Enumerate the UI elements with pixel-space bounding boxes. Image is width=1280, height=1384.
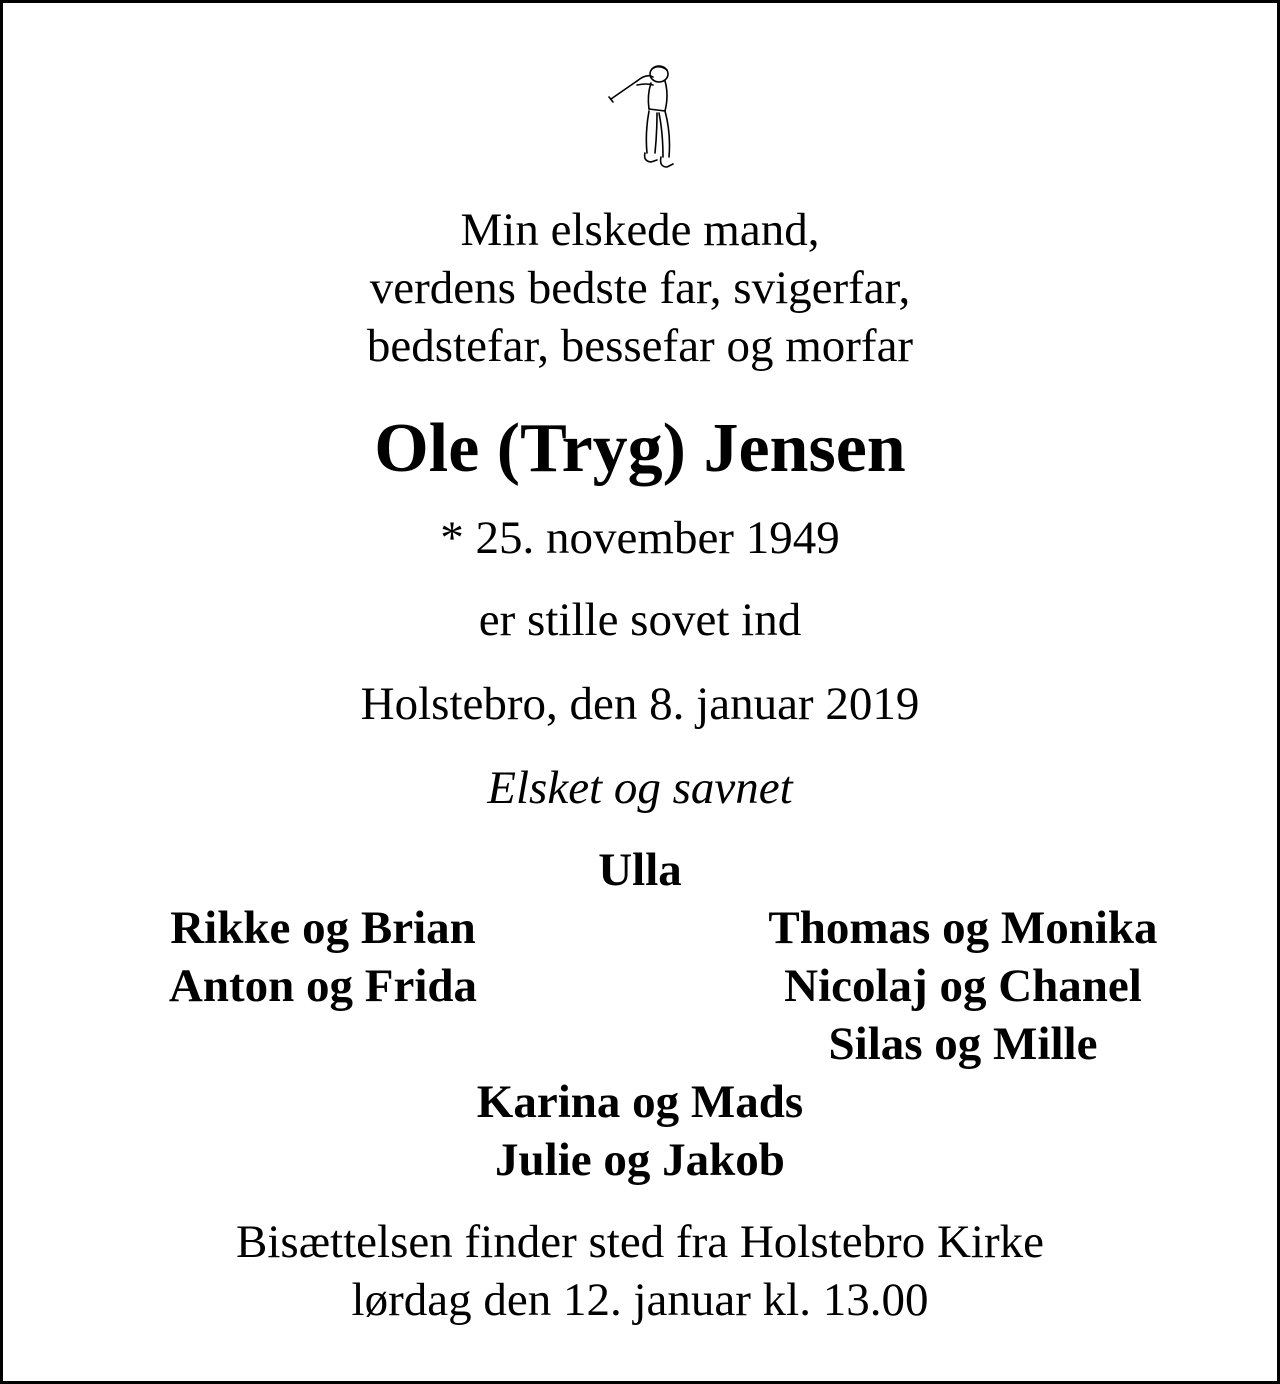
spouse-name: Ulla	[598, 844, 682, 896]
birth-date: * 25. november 1949	[440, 512, 840, 564]
funeral-info	[3, 1213, 1277, 1329]
passed-text: er stille sovet ind	[478, 594, 802, 646]
golfer-icon	[607, 61, 679, 173]
family-member: Anton og Frida	[168, 960, 478, 1012]
family-right-column	[713, 899, 1213, 1073]
family-member: Karina og Mads	[476, 1076, 804, 1128]
intro-line: bedstefar, bessefar og morfar	[366, 320, 914, 372]
family-member: Thomas og Monika	[768, 902, 1158, 954]
funeral-line: lørdag den 12. januar kl. 13.00	[351, 1274, 929, 1326]
intro-line: verdens bedste far, svigerfar,	[369, 262, 911, 314]
family-left-column	[73, 899, 573, 1015]
family-member: Rikke og Brian	[170, 902, 476, 954]
family-member: Julie og Jakob	[495, 1134, 785, 1186]
family-member: Nicolaj og Chanel	[784, 960, 1142, 1012]
family-member: Silas og Mille	[828, 1018, 1098, 1070]
intro-line: Min elskede mand,	[460, 204, 820, 256]
intro-text	[3, 201, 1277, 375]
funeral-line: Bisættelsen finder sted fra Holstebro Kirke	[236, 1216, 1044, 1268]
family-bottom	[3, 1073, 1277, 1189]
deceased-name: Ole (Tryg) Jensen	[374, 410, 906, 487]
place-and-date: Holstebro, den 8. januar 2019	[360, 678, 920, 730]
sentiment-text: Elsket og savnet	[487, 762, 793, 814]
